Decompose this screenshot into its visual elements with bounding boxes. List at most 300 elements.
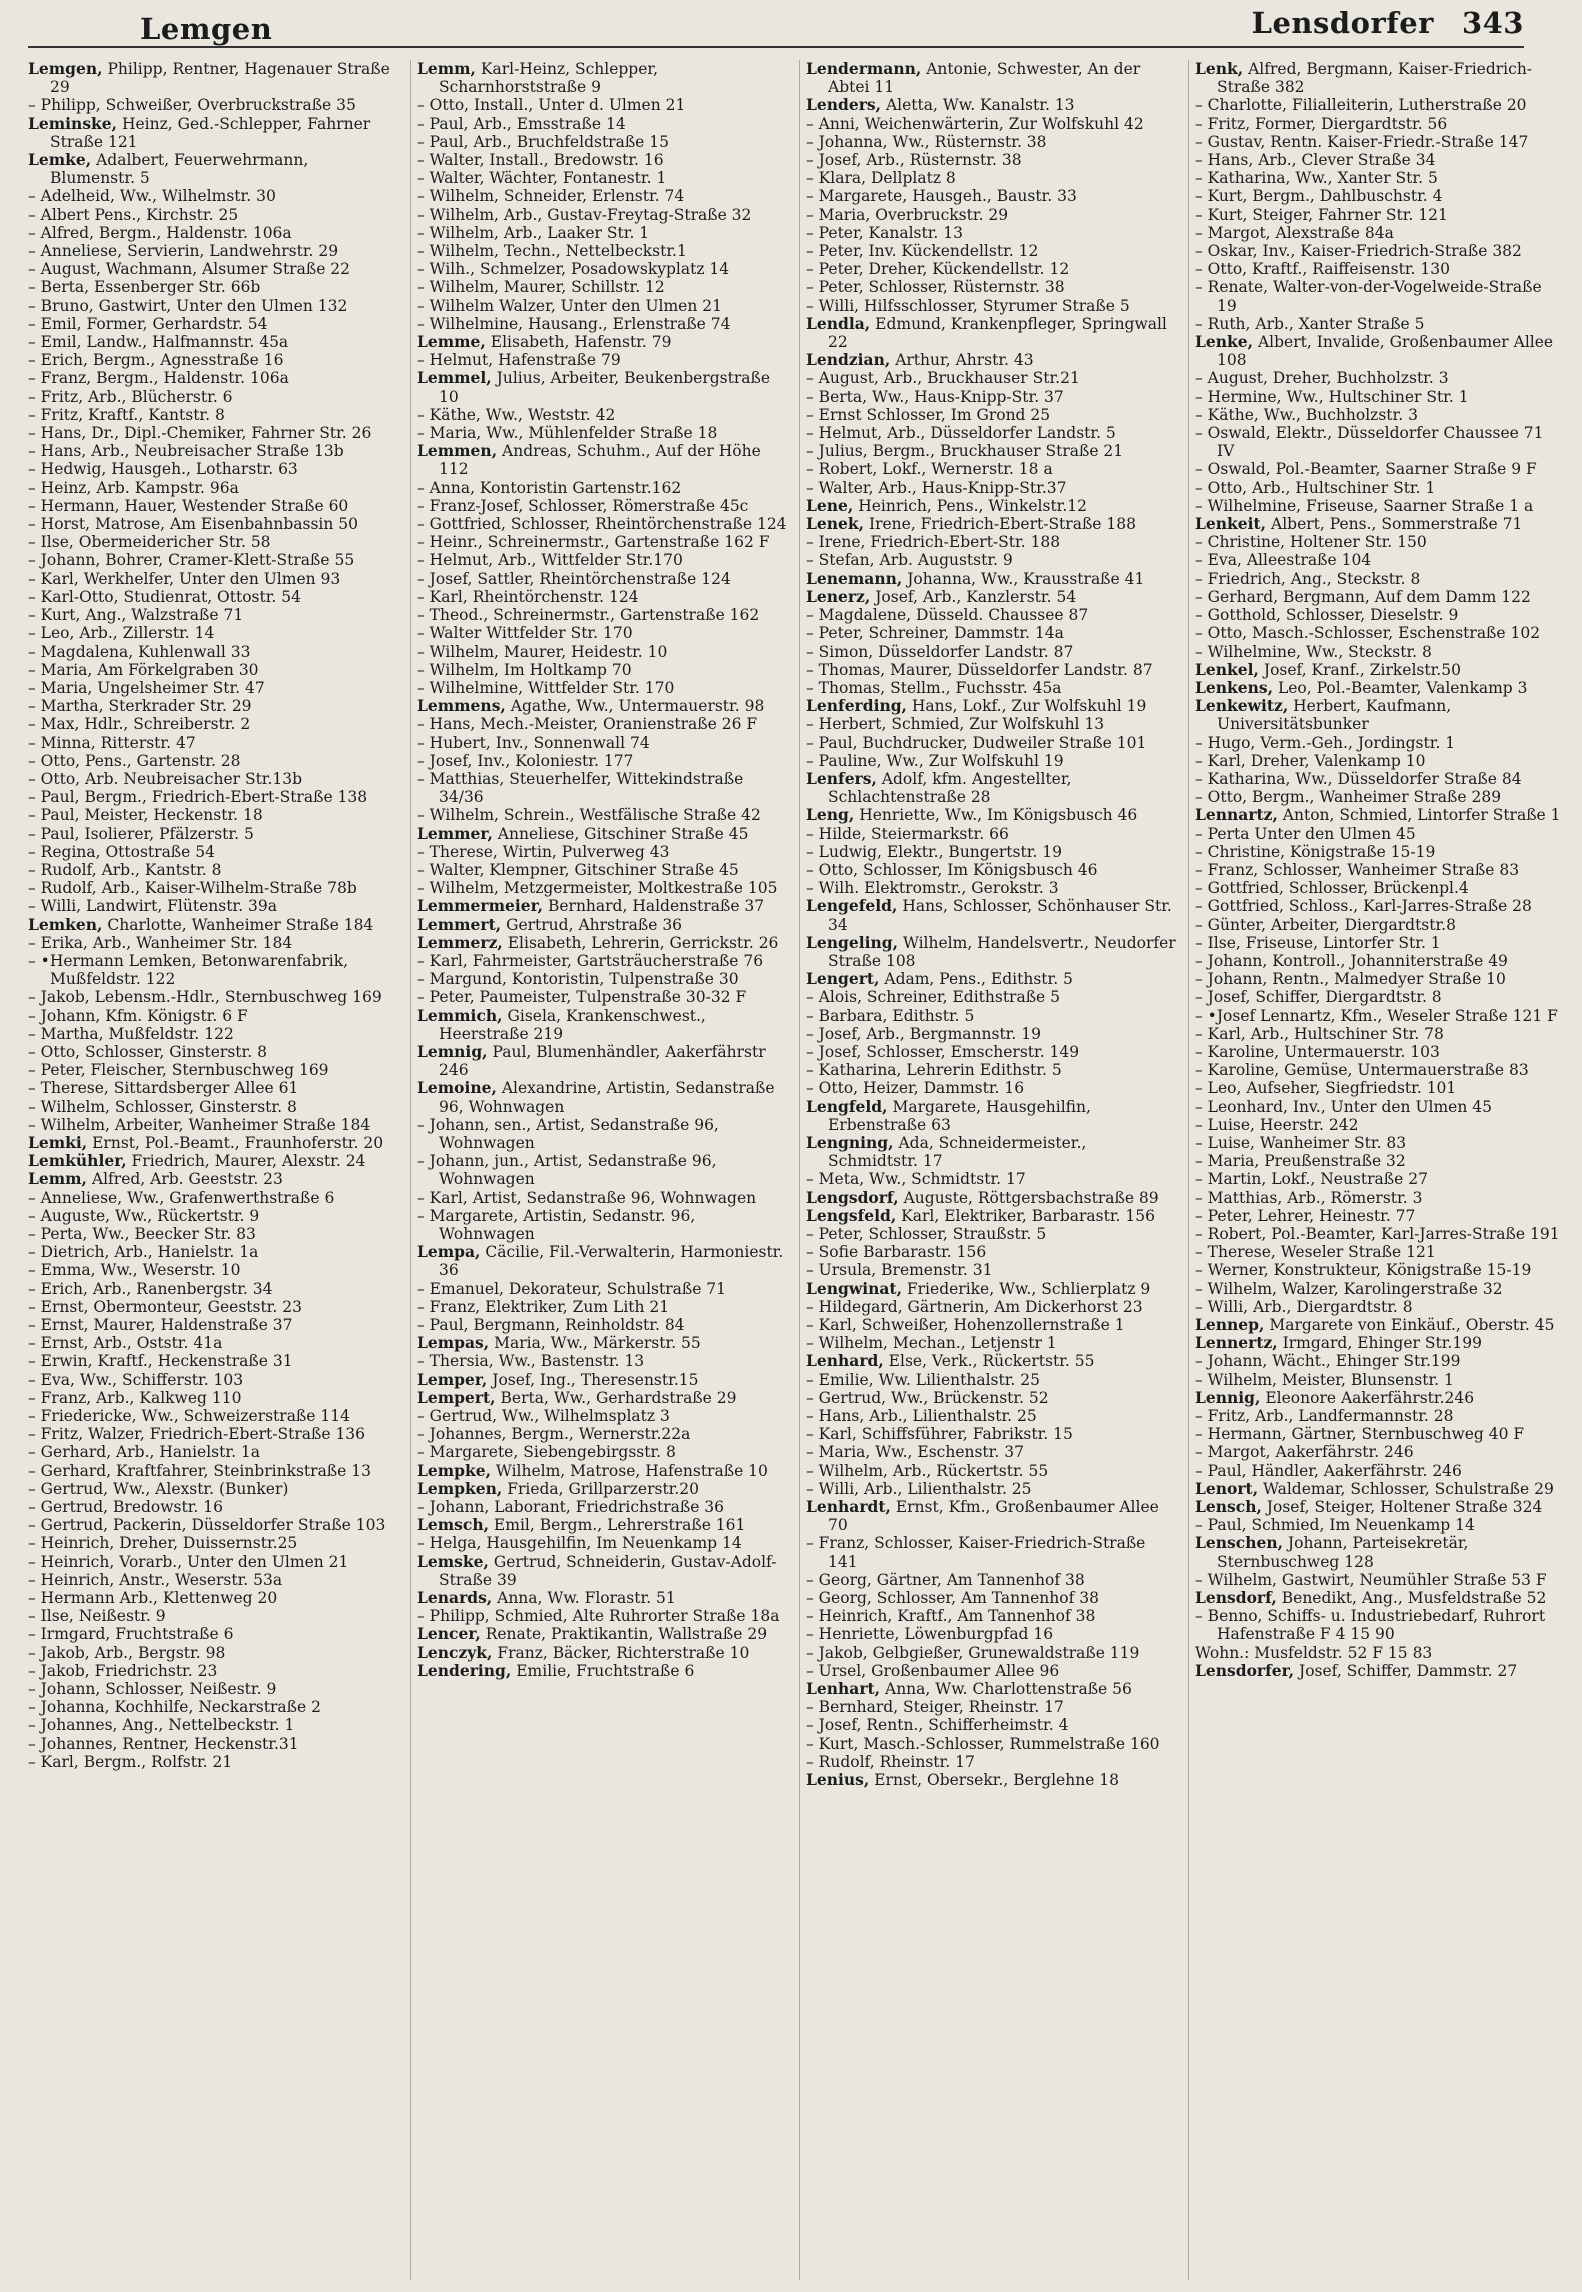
entry-text: Johann, Parteisekretär, Sternbuschweg 128 (1217, 1534, 1469, 1571)
directory-entry (417, 406, 787, 424)
directory-entry (1195, 624, 1565, 642)
entry-text: Leo, Pol.-Beamter, Valenkamp 3 (1273, 678, 1528, 697)
entry-surname: Lengwinat, (806, 1278, 902, 1298)
directory-entry (806, 570, 1176, 588)
entry-text: Arthur, Ahrstr. 43 (890, 351, 1034, 370)
directory-entry (1195, 278, 1565, 314)
directory-entry (806, 734, 1176, 752)
entry-text: Josef, Arb., Kanzlerstr. 54 (870, 587, 1077, 606)
entry-surname: Lene, (806, 495, 854, 515)
entry-surname: Lengert, (806, 969, 880, 989)
entry-text: Anna, Ww. Florastr. 51 (492, 1589, 676, 1608)
entry-text: – Emil, Former, Gerhardstr. 54 (28, 314, 268, 333)
directory-entry (1195, 861, 1565, 879)
directory-entry (1195, 551, 1565, 569)
entry-text: – Hermann Arb., Klettenweg 20 (28, 1589, 278, 1608)
directory-entry (28, 1207, 398, 1225)
entry-text: – Auguste, Ww., Rückertstr. 9 (28, 1206, 260, 1225)
entry-text: Albert, Pens., Sommerstraße 71 (1266, 515, 1523, 534)
directory-entry (417, 806, 787, 824)
entry-text: Edmund, Krankenpfleger, Springwall 22 (828, 314, 1167, 352)
entry-text: – Ursula, Bremenstr. 31 (806, 1261, 993, 1280)
entry-text: – Käthe, Ww., Weststr. 42 (417, 405, 616, 424)
directory-entry (1195, 1098, 1565, 1116)
directory-entry (28, 206, 398, 224)
entry-text: – Paul, Schmied, Im Neuenkamp 14 (1195, 1516, 1475, 1535)
entry-text: Alfred, Bergmann, Kaiser-Friedrich-Straße 382 (1217, 60, 1533, 97)
entry-text: Josef, Kranf., Zirkelstr.50 (1258, 660, 1461, 679)
entry-text: – Oswald, Elektr., Düsseldorfer Chaussee 71 IV (1195, 424, 1544, 461)
directory-entry (28, 879, 398, 897)
directory-entry (417, 752, 787, 770)
directory-entry (28, 1389, 398, 1407)
directory-entry (28, 351, 398, 369)
directory-entry (1195, 788, 1565, 806)
entry-text: – Henriette, Löwenburgpfad 16 (806, 1625, 1054, 1644)
directory-entry (1195, 1316, 1565, 1334)
entry-text: – Paul, Arb., Emsstraße 14 (417, 114, 626, 133)
directory-entry (417, 1407, 787, 1425)
directory-entry (28, 533, 398, 551)
entry-text: – Oskar, Inv., Kaiser-Friedrich-Straße 382 (1195, 242, 1522, 261)
directory-entry (28, 151, 398, 187)
directory-entry (806, 1225, 1176, 1243)
directory-entry (417, 333, 787, 351)
entry-text: – Franz, Bergm., Haldenstr. 106a (28, 369, 289, 388)
directory-entry (1195, 1116, 1565, 1134)
entry-text: – Karoline, Gemüse, Untermauerstraße 83 (1195, 1061, 1529, 1080)
directory-entry (806, 1280, 1176, 1298)
directory-entry (806, 1407, 1176, 1425)
entry-text: – Wilhelmine, Hausang., Erlenstraße 74 (417, 314, 731, 333)
entry-text: – Karl, Schweißer, Hohenzollernstraße 1 (806, 1316, 1125, 1335)
entry-text: – Peter, Dreher, Kückendellstr. 12 (806, 260, 1070, 279)
entry-text: Bernhard, Haldenstraße 37 (543, 897, 765, 916)
entry-text: – Irene, Friedrich-Ebert-Str. 188 (806, 533, 1061, 552)
entry-text: – Martin, Lokf., Neustraße 27 (1195, 1170, 1428, 1189)
directory-entry (417, 1371, 787, 1389)
directory-entry (28, 1498, 398, 1516)
directory-entry (1195, 1389, 1565, 1407)
entry-text: – Ernst, Maurer, Haldenstraße 37 (28, 1316, 293, 1335)
entry-text: – Josef, Sattler, Rheintörchenstraße 124 (417, 569, 731, 588)
entry-text: – Erwin, Kraftf., Heckenstraße 31 (28, 1352, 293, 1371)
entry-text: – Franz, Elektriker, Zum Lith 21 (417, 1297, 670, 1316)
entry-text: – Helmut, Arb., Düsseldorfer Landstr. 5 (806, 424, 1116, 443)
entry-text: – Eva, Alleestraße 104 (1195, 551, 1372, 570)
entry-text: – Herbert, Schmied, Zur Wolfskuhl 13 (806, 715, 1105, 734)
entry-text: – Wilhelm, Maurer, Schillstr. 12 (417, 278, 665, 297)
entry-text: – Josef, Arb., Bergmannstr. 19 (806, 1024, 1041, 1043)
directory-entry (806, 1498, 1176, 1534)
directory-entry (1195, 369, 1565, 387)
directory-entry (806, 697, 1176, 715)
entry-text: Heinz, Ged.-Schlepper, Fahrner Straße 121 (50, 114, 371, 151)
entry-text: – Otto, Arb. Neubreisacher Str.13b (28, 769, 303, 788)
directory-entry (806, 224, 1176, 242)
directory-entry (28, 606, 398, 624)
directory-entry (806, 1753, 1176, 1771)
directory-entry (806, 1716, 1176, 1734)
directory-entry (1195, 515, 1565, 533)
entry-text: Adolf, kfm. Angestellter, Schlachtenstraße 28 (828, 769, 1072, 807)
entry-surname: Lemmich, (417, 1005, 503, 1025)
entry-text: – Matthias, Arb., Römerstr. 3 (1195, 1188, 1423, 1207)
directory-entry (28, 1061, 398, 1079)
entry-surname: Lenkeit, (1195, 514, 1267, 534)
directory-entry (417, 1589, 787, 1607)
header-left-keyword: Lemgen (140, 12, 273, 46)
entry-surname: Lempken, (417, 1478, 503, 1498)
entry-text: – Walter, Install., Bredowstr. 16 (417, 151, 664, 170)
directory-entry (28, 1280, 398, 1298)
directory-entry (1195, 479, 1565, 497)
directory-entry (28, 1571, 398, 1589)
directory-entry (1195, 406, 1565, 424)
directory-entry (806, 1698, 1176, 1716)
entry-text: – Otto, Heizer, Dammstr. 16 (806, 1079, 1025, 1098)
entry-surname: Lenort, (1195, 1478, 1259, 1498)
entry-text: – Paul, Bergm., Friedrich-Ebert-Straße 138 (28, 788, 368, 807)
directory-entry (806, 606, 1176, 624)
entry-text: – Leo, Aufseher, Siegfriedstr. 101 (1195, 1079, 1457, 1098)
directory-entry (1195, 643, 1565, 661)
entry-text: – Wilh., Schmelzer, Posadowskyplatz 14 (417, 260, 730, 279)
entry-text: – Helmut, Hafenstraße 79 (417, 351, 621, 370)
directory-entry (806, 1371, 1176, 1389)
directory-entry (1195, 1298, 1565, 1316)
entry-text: – Heinrich, Anstr., Weserstr. 53a (28, 1570, 283, 1589)
directory-entry (28, 1298, 398, 1316)
entry-text: Auguste, Röttgersbachstraße 89 (898, 1188, 1159, 1207)
directory-entry (28, 1134, 398, 1152)
entry-text: – Thomas, Maurer, Düsseldorfer Landstr. 87 (806, 660, 1153, 679)
directory-entry (806, 1261, 1176, 1279)
entry-text: – Fritz, Arb., Landfermannstr. 28 (1195, 1407, 1454, 1426)
entry-text: – Katharina, Lehrerin Edithstr. 5 (806, 1061, 1062, 1080)
entry-surname: Lemgen, (28, 60, 103, 78)
entry-text: Friedrich, Maurer, Alexstr. 24 (126, 1152, 366, 1171)
directory-entry (417, 1607, 787, 1625)
directory-entry (1195, 388, 1565, 406)
directory-entry (1195, 1462, 1565, 1480)
directory-entry (28, 1243, 398, 1261)
directory-entry (1195, 224, 1565, 242)
entry-surname: Lemke, (28, 150, 92, 170)
directory-entry (806, 879, 1176, 897)
directory-entry (28, 1480, 398, 1498)
directory-entry (806, 533, 1176, 551)
entry-text: – Josef, Rentn., Schifferheimstr. 4 (806, 1716, 1069, 1735)
entry-text: – Therese, Sittardsberger Allee 61 (28, 1079, 299, 1098)
entry-surname: Lenhart, (806, 1679, 881, 1699)
entry-text: – Walter, Wächter, Fontanestr. 1 (417, 169, 667, 188)
entry-surname: Lenhardt, (806, 1497, 891, 1517)
entry-text: – Stefan, Arb. Auguststr. 9 (806, 551, 1013, 570)
directory-entry (417, 1116, 787, 1152)
entry-text: – Margarete, Artistin, Sedanstr. 96, Wohnwagen (417, 1206, 696, 1243)
entry-text: Hans, Lokf., Zur Wolfskuhl 19 (906, 697, 1147, 716)
directory-entry (28, 442, 398, 460)
directory-entry (1195, 1371, 1565, 1389)
entry-text: – Wilhelmine, Friseuse, Saarner Straße 1 a (1195, 496, 1534, 515)
directory-entry (417, 1207, 787, 1243)
directory-entry (806, 679, 1176, 697)
directory-entry (806, 1207, 1176, 1225)
entry-text: – Willi, Landwirt, Flütenstr. 39a (28, 897, 277, 916)
directory-entry (28, 96, 398, 114)
directory-entry (806, 1771, 1176, 1789)
directory-entry (806, 315, 1176, 351)
entry-text: – Josef, Schiffer, Diergardtstr. 8 (1195, 988, 1442, 1007)
directory-entry (417, 1443, 787, 1461)
entry-text: Anton, Schmied, Lintorfer Straße 1 (1277, 806, 1561, 825)
entry-text: Irene, Friedrich-Ebert-Straße 188 (864, 515, 1136, 534)
directory-entry (806, 1480, 1176, 1498)
directory-entry (806, 1025, 1176, 1043)
entry-text: – Maria, Overbruckstr. 29 (806, 205, 1009, 224)
entry-surname: Lempas, (417, 1333, 490, 1353)
entry-text: – August, Wachmann, Alsumer Straße 22 (28, 260, 351, 279)
entry-text: Hans, Schlosser, Schönhauser Str. 34 (828, 897, 1172, 934)
entry-text: – Heinz, Arb. Kampstr. 96a (28, 478, 239, 497)
directory-entry (1195, 752, 1565, 770)
entry-text: Heinrich, Pens., Winkelstr.12 (853, 496, 1088, 515)
directory-entry (806, 1352, 1176, 1370)
page-number: 343 (1461, 6, 1524, 40)
directory-entry (806, 115, 1176, 133)
directory-entry (417, 643, 787, 661)
directory-entry (1195, 1534, 1565, 1570)
directory-entry (1195, 1152, 1565, 1170)
directory-entry (1195, 697, 1565, 733)
entry-surname: Lenkens, (1195, 677, 1274, 697)
directory-entry (417, 224, 787, 242)
directory-entry (417, 1425, 787, 1443)
directory-entry (806, 260, 1176, 278)
directory-entry (28, 916, 398, 934)
entry-surname: Lenschen, (1195, 1533, 1283, 1553)
entry-text: – Johann, Bohrer, Cramer-Klett-Straße 55 (28, 551, 355, 570)
directory-entry (806, 1607, 1176, 1625)
directory-entry (1195, 260, 1565, 278)
entry-text: – Karl, Bergm., Rolfstr. 21 (28, 1752, 233, 1771)
entry-surname: Lensch, (1195, 1497, 1262, 1517)
entry-text: – Gertrud, Bredowstr. 16 (28, 1498, 223, 1517)
entry-text: – Gertrud, Ww., Brückenstr. 52 (806, 1388, 1049, 1407)
entry-text: – Hermann, Hauer, Westender Straße 60 (28, 496, 349, 515)
entry-text: Else, Verk., Rückertstr. 55 (883, 1352, 1095, 1371)
directory-entry (417, 1280, 787, 1298)
entry-text: – Alfred, Bergm., Haldenstr. 106a (28, 223, 292, 242)
entry-text: – Christine, Holtener Str. 150 (1195, 533, 1427, 552)
directory-entry (806, 297, 1176, 315)
entry-text: Margarete von Einkäuf., Oberstr. 45 (1264, 1316, 1555, 1335)
entry-text: – Johann, Kontroll., Johanniterstraße 49 (1195, 951, 1508, 970)
directory-entry (1195, 570, 1565, 588)
entry-text: Benedikt, Ang., Musfeldstraße 52 (1276, 1589, 1547, 1608)
entry-text: Alfred, Arb. Geeststr. 23 (86, 1170, 283, 1189)
entry-text: Franz, Bäcker, Richterstraße 10 (492, 1643, 750, 1662)
entry-text: Karl-Heinz, Schlepper, Scharnhorststraße 9 (439, 60, 659, 97)
directory-entry (806, 1298, 1176, 1316)
entry-text: – Wilhelm, Arb., Rückertstr. 55 (806, 1461, 1049, 1480)
directory-entry (28, 1662, 398, 1680)
directory-entry (806, 1243, 1176, 1261)
entry-text: Wilhelm, Handelsvertr., Neudorfer Straße 108 (828, 933, 1176, 970)
directory-entry (806, 770, 1176, 806)
entry-text: – Rudolf, Rheinstr. 17 (806, 1752, 975, 1771)
entry-text: – Irmgard, Fruchtstraße 6 (28, 1625, 234, 1644)
directory-entry (28, 369, 398, 387)
directory-entry (28, 1316, 398, 1334)
directory-entry (1195, 770, 1565, 788)
entry-text: – Wilhelm, Arbeiter, Wanheimer Straße 184 (28, 1115, 371, 1134)
directory-entry (28, 1589, 398, 1607)
directory-entry (28, 570, 398, 588)
entry-text: – Ilse, Friseuse, Lintorfer Str. 1 (1195, 933, 1441, 952)
directory-entry (1195, 1334, 1565, 1352)
entry-text: Agathe, Ww., Untermauerstr. 98 (505, 697, 765, 716)
directory-entry (417, 115, 787, 133)
entry-surname: Lenius, (806, 1770, 870, 1790)
directory-entry (806, 843, 1176, 861)
directory-entry (28, 1534, 398, 1552)
directory-entry (1195, 1170, 1565, 1188)
entry-text: – Jakob, Friedrichstr. 23 (28, 1661, 218, 1680)
entry-surname: Lendla, (806, 313, 871, 333)
entry-text: – Gertrud, Ww., Wilhelmsplatz 3 (417, 1407, 670, 1426)
entry-text: – Hilde, Steiermarkstr. 66 (806, 824, 1009, 843)
entry-text: – Kurt, Ang., Walzstraße 71 (28, 606, 244, 625)
entry-surname: Lengning, (806, 1132, 894, 1152)
entry-surname: Lengfeld, (806, 1096, 888, 1116)
entry-text: – Wilhelm, Schrein., Westfälische Straße 42 (417, 806, 761, 825)
directory-entry (417, 297, 787, 315)
entry-text: – Heinr., Schreinermstr., Gartenstraße 162 F (417, 533, 770, 552)
entry-text: – Hans, Mech.-Meister, Oranienstraße 26 F (417, 715, 758, 734)
directory-entry (28, 624, 398, 642)
directory-entry (28, 333, 398, 351)
directory-entry (1195, 1571, 1565, 1589)
directory-entry (806, 1571, 1176, 1589)
directory-entry (806, 206, 1176, 224)
entry-text: – Franz, Schlosser, Wanheimer Straße 83 (1195, 860, 1520, 879)
entry-text: Aletta, Ww. Kanalstr. 13 (881, 96, 1075, 115)
directory-entry (417, 1480, 787, 1498)
entry-text: – Barbara, Edithstr. 5 (806, 1006, 975, 1025)
entry-text: – Emma, Ww., Weserstr. 10 (28, 1261, 241, 1280)
entry-text: Josef, Schiffer, Dammstr. 27 (1294, 1661, 1518, 1680)
entry-text: – Otto, Masch.-Schlosser, Eschenstraße 102 (1195, 624, 1541, 643)
directory-entry (417, 1516, 787, 1534)
directory-entry (1195, 460, 1565, 478)
directory-entry (1195, 806, 1565, 824)
entry-surname: Lenferding, (806, 696, 907, 716)
entry-text: – Otto, Kraftf., Raiffeisenstr. 130 (1195, 260, 1450, 279)
directory-entry (806, 825, 1176, 843)
directory-entry (806, 1680, 1176, 1698)
entry-text: – Maria, Ww., Eschenstr. 37 (806, 1443, 1024, 1462)
directory-entry (417, 624, 787, 642)
directory-entry (1195, 897, 1565, 915)
entry-text: Gertrud, Ahrstraße 36 (501, 915, 683, 934)
entry-text: – Peter, Paumeister, Tulpenstraße 30-32 F (417, 988, 747, 1007)
directory-column-4 (1188, 60, 1565, 2280)
entry-surname: Lendzian, (806, 350, 891, 370)
entry-text: – Kurt, Bergm., Dahlbuschstr. 4 (1195, 187, 1443, 206)
entry-text: – Johann, Schlosser, Neißestr. 9 (28, 1680, 277, 1699)
entry-text: – Johannes, Ang., Nettelbeckstr. 1 (28, 1716, 295, 1735)
directory-entry (28, 1735, 398, 1753)
entry-surname: Lendermann, (806, 60, 922, 78)
directory-entry (1195, 242, 1565, 260)
entry-text: – Ernst, Obermonteur, Geeststr. 23 (28, 1297, 302, 1316)
directory-entry (417, 260, 787, 278)
directory-entry (417, 1352, 787, 1370)
entry-text: Johanna, Ww., Krausstraße 41 (902, 569, 1145, 588)
entry-text: Irmgard, Ehinger Str.199 (1277, 1334, 1482, 1353)
directory-entry (28, 825, 398, 843)
directory-entry (417, 1316, 787, 1334)
directory-entry (417, 515, 787, 533)
directory-entry (417, 1389, 787, 1407)
entry-surname: Lemkühler, (28, 1151, 127, 1171)
directory-entry (1195, 206, 1565, 224)
entry-surname: Lendering, (417, 1660, 512, 1680)
entry-text: – Otto, Pens., Gartenstr. 28 (28, 751, 241, 770)
directory-entry (806, 970, 1176, 988)
entry-text: – Charlotte, Filialleiterin, Lutherstraße 20 (1195, 96, 1527, 115)
directory-entry (417, 278, 787, 296)
directory-column-2 (410, 60, 787, 2280)
entry-surname: Lemki, (28, 1132, 88, 1152)
directory-entry (28, 643, 398, 661)
directory-entry (28, 679, 398, 697)
directory-entry (806, 515, 1176, 533)
entry-text: Cäcilie, Fil.-Verwalterin, Harmoniestr. 36 (439, 1243, 784, 1280)
directory-entry (28, 697, 398, 715)
directory-entry (28, 861, 398, 879)
directory-entry (417, 1152, 787, 1188)
entry-text: – Gustav, Rentn. Kaiser-Friedr.-Straße 147 (1195, 132, 1529, 151)
entry-text: – Fritz, Walzer, Friedrich-Ebert-Straße 136 (28, 1425, 366, 1444)
directory-entry (806, 1079, 1176, 1097)
entry-text: Renate, Praktikantin, Wallstraße 29 (480, 1625, 768, 1644)
directory-entry (1195, 588, 1565, 606)
directory-entry (1195, 96, 1565, 114)
entry-surname: Leminske, (28, 113, 118, 133)
directory-entry (417, 187, 787, 205)
entry-text: – Peter, Schreiner, Dammstr. 14a (806, 624, 1064, 643)
directory-entry (417, 60, 787, 96)
directory-entry (417, 570, 787, 588)
directory-entry (806, 479, 1176, 497)
directory-entry (1195, 1480, 1565, 1498)
entry-text: – Fritz, Kraftf., Kantstr. 8 (28, 405, 225, 424)
directory-entry (417, 588, 787, 606)
directory-entry (417, 1662, 787, 1680)
directory-entry (417, 551, 787, 569)
directory-entry (806, 1061, 1176, 1079)
entry-text: – Berta, Ww., Haus-Knipp-Str. 37 (806, 387, 1064, 406)
entry-text: – Thomas, Stellm., Fuchsstr. 45a (806, 678, 1062, 697)
entry-text: Andreas, Schuhm., Auf der Höhe 112 (439, 442, 761, 479)
directory-entry (1195, 988, 1565, 1006)
entry-text: – Wilhelm, Maurer, Heidestr. 10 (417, 642, 668, 661)
directory-entry (28, 1098, 398, 1116)
entry-text: Adalbert, Feuerwehrmann, Blumenstr. 5 (50, 151, 309, 188)
